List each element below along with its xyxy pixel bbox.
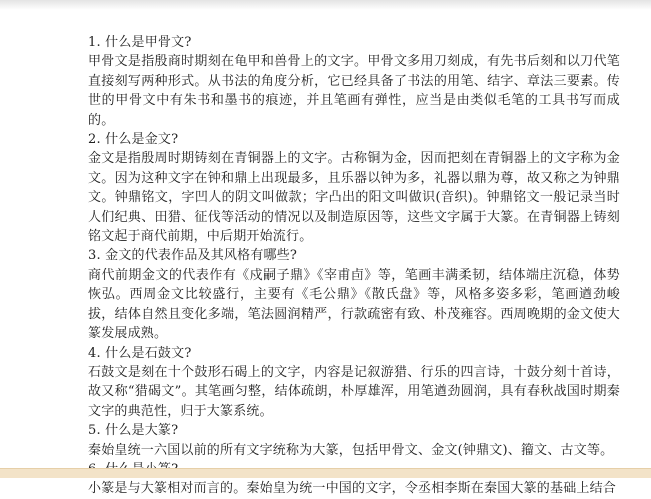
section-1-answer: 甲骨文是指殷商时期刻在龟甲和兽骨上的文字。甲骨文多用刀刻成，有先书后刻和以刀代笔直接刻写两种形式。从书法的角度分析，它已经具备了书法的用笔、结字、章法三要素。传世的甲骨文中有朱书和墨书的痕迹，并且笔画有弹性，应当是由类似毛笔的工具书写而成的。 [88,54,620,128]
section-5-question: 5. 什么是大篆? [88,423,179,439]
document-page [88,33,620,499]
section-5-answer: 秦始皇统一六国以前的所有文字统称为大篆，包括甲骨文、金文(钟鼎文)、籀文、古文等。 [88,442,614,458]
section-6-answer: 小篆是与大篆相对而言的。秦始皇为统一中国的文字，令丞相李斯在秦国大篆的基础上结合 [88,481,617,497]
section-4-answer: 石鼓文是刻在十个鼓形石碣上的文字，内容是记叙游猎、行乐的四言诗，十鼓分刻十首诗，故又称“猎碣文”。其笔画匀整，结体疏朗，朴厚雄浑，用笔遒劲圆润，具有春秋战国时期秦文字的典范性，归于大篆系统。 [88,364,620,419]
section-3-question: 3. 金文的代表作品及其风格有哪些? [88,248,298,264]
section-2-question: 2. 什么是金文? [88,132,179,148]
section-2-answer: 金文是指殷周时期铸刻在青铜器上的文字。古称铜为金，因而把刻在青铜器上的文字称为金文。因为这种文字在钟和鼎上出现最多，且乐器以钟为多，礼器以鼎为尊，故又称之为钟鼎文。钟鼎铭文，字凹人的阴文叫做款；字凸出的阳文叫做识(音织)。钟鼎铭文一般记录当时人们纪典、田猎、征伐等活动的情况以及制造原因等，这些文字属于大篆。在青铜器上铸刻铭文起于商代前期，中后期开始流行。 [88,151,620,245]
bottom-scroll-bar[interactable] [0,468,651,478]
page-top-shadow [0,0,651,10]
section-3-answer: 商代前期金文的代表作有《戍嗣子鼎》《宰甫卣》等，笔画丰满柔韧，结体端庄沉稳，体势恢弘。西周金文比较盛行，主要有《毛公鼎》《散氏盘》等，风格多姿多彩，笔画遒劲峻拔，结体自然且变化多端，笔法圆润精严，行款疏密有致、朴茂雍容。西周晚期的金文使大篆发展成熟。 [88,267,620,342]
section-1-question: 1. 什么是甲骨文? [88,35,192,50]
section-4-question: 4. 什么是石鼓文? [88,345,192,361]
